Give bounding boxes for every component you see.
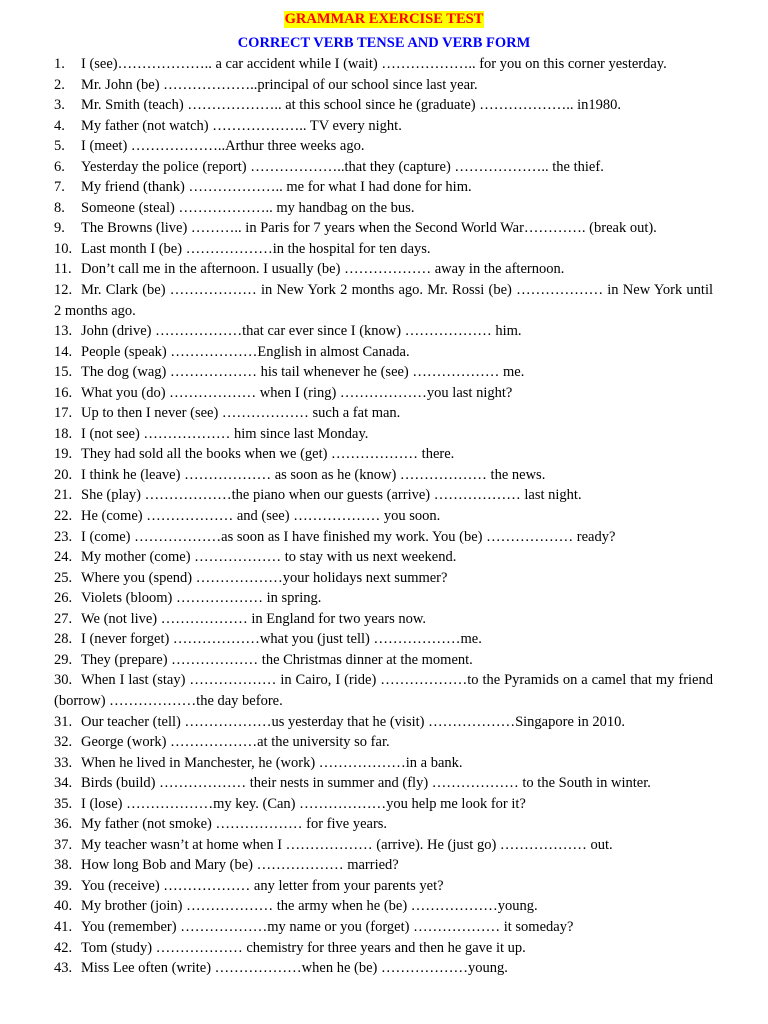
question-number: 32. bbox=[54, 734, 73, 751]
question-item bbox=[54, 650, 713, 671]
question-text: John (drive) ………………that car ever since I (know) ……………… him. bbox=[81, 323, 522, 340]
question-number: 12. bbox=[54, 282, 73, 299]
question-number: 6. bbox=[54, 158, 65, 175]
question-text: Miss Lee often (write) ………………when he (be) ………………young. bbox=[81, 960, 508, 977]
question-text: Someone (steal) ……………….. my handbag on the bus. bbox=[81, 199, 415, 216]
question-text: How long Bob and Mary (be) ……………… married? bbox=[81, 857, 399, 874]
question-text: I (come) ………………as soon as I have finished my work. You (be) ……………… ready? bbox=[81, 528, 616, 545]
question-item bbox=[54, 485, 713, 506]
question-item bbox=[54, 259, 713, 280]
question-text: Tom (study) ……………… chemistry for three years and then he gave it up. bbox=[81, 939, 526, 956]
question-text: Last month I (be) ………………in the hospital for ten days. bbox=[81, 240, 431, 257]
question-number: 9. bbox=[54, 220, 65, 237]
question-item bbox=[54, 773, 713, 794]
question-number: 18. bbox=[54, 425, 73, 442]
question-text: Birds (build) ……………… their nests in summer and (fly) ……………… to the South in winter. bbox=[81, 775, 651, 792]
question-item bbox=[54, 75, 713, 96]
question-item bbox=[54, 568, 713, 589]
question-item bbox=[54, 239, 713, 260]
question-number: 31. bbox=[54, 713, 73, 730]
question-text: Yesterday the police (report) ………………..that they (capture) ……………….. the thief. bbox=[81, 158, 604, 175]
question-item bbox=[54, 95, 713, 116]
question-number: 29. bbox=[54, 651, 73, 668]
question-number: 21. bbox=[54, 487, 73, 504]
question-text: You (remember) ………………my name or you (forget) ……………… it someday? bbox=[81, 918, 574, 935]
question-text: My father (not smoke) ……………… for five years. bbox=[81, 816, 388, 833]
question-text: My teacher wasn’t at home when I ……………… (arrive). He (just go) ……………… out. bbox=[81, 836, 613, 853]
question-text: Mr. John (be) ………………..principal of our school since last year. bbox=[81, 76, 478, 93]
question-item bbox=[54, 588, 713, 609]
question-item bbox=[54, 794, 713, 815]
question-item bbox=[54, 938, 713, 959]
question-number: 39. bbox=[54, 877, 73, 894]
page-title: GRAMMAR EXERCISE TEST bbox=[284, 11, 484, 27]
question-number: 10. bbox=[54, 240, 73, 257]
question-item bbox=[54, 424, 713, 445]
question-number: 22. bbox=[54, 508, 73, 525]
question-number: 5. bbox=[54, 138, 65, 155]
question-text: Don’t call me in the afternoon. I usually (be) ……………… away in the afternoon. bbox=[81, 261, 565, 278]
question-number: 2. bbox=[54, 76, 65, 93]
question-text: I (lose) ………………my key. (Can) ………………you help me look for it? bbox=[81, 795, 526, 812]
question-text: Mr. Smith (teach) ……………….. at this school since he (graduate) ……………….. in1980. bbox=[81, 97, 622, 114]
question-number: 24. bbox=[54, 549, 73, 566]
question-text: When I last (stay) ……………… in Cairo, I (ride) ………………to the Pyramids on a camel that my friend (borrow) ………………the day before. bbox=[54, 672, 713, 709]
question-item bbox=[54, 321, 713, 342]
question-text: They (prepare) ……………… the Christmas dinner at the moment. bbox=[81, 651, 473, 668]
question-number: 14. bbox=[54, 343, 73, 360]
question-item bbox=[54, 506, 713, 527]
question-item bbox=[54, 712, 713, 733]
question-number: 42. bbox=[54, 939, 73, 956]
question-list bbox=[54, 54, 713, 979]
question-item bbox=[54, 527, 713, 548]
question-number: 15. bbox=[54, 364, 73, 381]
question-text: The Browns (live) ……….. in Paris for 7 years when the Second World War…………. (break out). bbox=[81, 220, 657, 237]
question-number: 11. bbox=[54, 261, 72, 278]
question-number: 26. bbox=[54, 590, 73, 607]
question-text: I (see)……………….. a car accident while I (wait) ……………….. for you on this corner yesterday. bbox=[81, 56, 667, 72]
question-text: He (come) ……………… and (see) ……………… you soon. bbox=[81, 508, 441, 525]
question-number: 7. bbox=[54, 179, 65, 196]
question-text: I (never forget) ………………what you (just tell) ………………me. bbox=[81, 631, 482, 648]
question-text: You (receive) ……………… any letter from your parents yet? bbox=[81, 877, 444, 894]
question-item bbox=[54, 362, 713, 383]
question-text: My brother (join) ……………… the army when he (be) ………………young. bbox=[81, 898, 538, 915]
question-item bbox=[54, 732, 713, 753]
question-item bbox=[54, 342, 713, 363]
question-item bbox=[54, 629, 713, 650]
question-item bbox=[54, 465, 713, 486]
question-number: 13. bbox=[54, 323, 73, 340]
question-number: 17. bbox=[54, 405, 73, 422]
question-text: George (work) ………………at the university so far. bbox=[81, 734, 390, 751]
question-text: Up to then I never (see) ……………… such a fat man. bbox=[81, 405, 401, 422]
question-item bbox=[54, 896, 713, 917]
question-text: What you (do) ……………… when I (ring) ………………you last night? bbox=[81, 384, 513, 401]
question-text: I think he (leave) ……………… as soon as he (know) ……………… the news. bbox=[81, 466, 546, 483]
question-number: 41. bbox=[54, 918, 73, 935]
question-text: The dog (wag) ……………… his tail whenever he (see) ……………… me. bbox=[81, 364, 525, 381]
question-number: 28. bbox=[54, 631, 73, 648]
question-item bbox=[54, 855, 713, 876]
question-text: They had sold all the books when we (get) ……………… there. bbox=[81, 446, 455, 463]
title-container bbox=[0, 10, 768, 28]
question-item bbox=[54, 876, 713, 897]
question-text: Where you (spend) ………………your holidays next summer? bbox=[81, 569, 448, 586]
question-item bbox=[54, 403, 713, 424]
question-number: 8. bbox=[54, 199, 65, 216]
question-item bbox=[54, 609, 713, 630]
question-item bbox=[54, 958, 713, 979]
question-item bbox=[54, 670, 713, 711]
question-number: 4. bbox=[54, 117, 65, 134]
question-item bbox=[54, 54, 713, 75]
question-number: 33. bbox=[54, 754, 73, 771]
question-item bbox=[54, 444, 713, 465]
question-number: 19. bbox=[54, 446, 73, 463]
question-text: When he lived in Manchester, he (work) ………………in a bank. bbox=[81, 754, 463, 771]
question-item bbox=[54, 753, 713, 774]
question-item bbox=[54, 157, 713, 178]
question-number: 20. bbox=[54, 466, 73, 483]
question-item bbox=[54, 383, 713, 404]
question-number: 23. bbox=[54, 528, 73, 545]
question-item bbox=[54, 177, 713, 198]
question-number: 40. bbox=[54, 898, 73, 915]
question-number: 1. bbox=[54, 56, 65, 72]
question-item bbox=[54, 116, 713, 137]
question-number: 43. bbox=[54, 960, 73, 977]
question-text: I (not see) ……………… him since last Monday. bbox=[81, 425, 369, 442]
question-text: We (not live) ……………… in England for two years now. bbox=[81, 610, 427, 627]
question-number: 36. bbox=[54, 816, 73, 833]
question-item bbox=[54, 917, 713, 938]
question-number: 25. bbox=[54, 569, 73, 586]
question-number: 27. bbox=[54, 610, 73, 627]
question-number: 30. bbox=[54, 672, 73, 689]
question-item bbox=[54, 835, 713, 856]
question-text: People (speak) ………………English in almost Canada. bbox=[81, 343, 410, 360]
question-text: My mother (come) ……………… to stay with us next weekend. bbox=[81, 549, 457, 566]
question-item bbox=[54, 547, 713, 568]
question-text: My friend (thank) ……………….. me for what I had done for him. bbox=[81, 179, 472, 196]
question-item bbox=[54, 136, 713, 157]
question-text: She (play) ………………the piano when our guests (arrive) ……………… last night. bbox=[81, 487, 582, 504]
question-text: Mr. Clark (be) ……………… in New York 2 months ago. Mr. Rossi (be) ……………… in New York until 2 months ago. bbox=[54, 282, 713, 319]
question-item bbox=[54, 280, 713, 321]
question-number: 37. bbox=[54, 836, 73, 853]
question-number: 3. bbox=[54, 97, 65, 114]
question-item bbox=[54, 218, 713, 239]
question-text: My father (not watch) ……………….. TV every night. bbox=[81, 117, 402, 134]
page-subtitle: CORRECT VERB TENSE AND VERB FORM bbox=[237, 35, 531, 51]
question-text: Our teacher (tell) ………………us yesterday that he (visit) ………………Singapore in 2010. bbox=[81, 713, 626, 730]
question-item bbox=[54, 814, 713, 835]
question-text: Violets (bloom) ……………… in spring. bbox=[81, 590, 322, 607]
question-number: 38. bbox=[54, 857, 73, 874]
question-item bbox=[54, 198, 713, 219]
question-number: 34. bbox=[54, 775, 73, 792]
question-number: 35. bbox=[54, 795, 73, 812]
question-text: I (meet) ………………..Arthur three weeks ago. bbox=[81, 138, 365, 155]
question-number: 16. bbox=[54, 384, 73, 401]
